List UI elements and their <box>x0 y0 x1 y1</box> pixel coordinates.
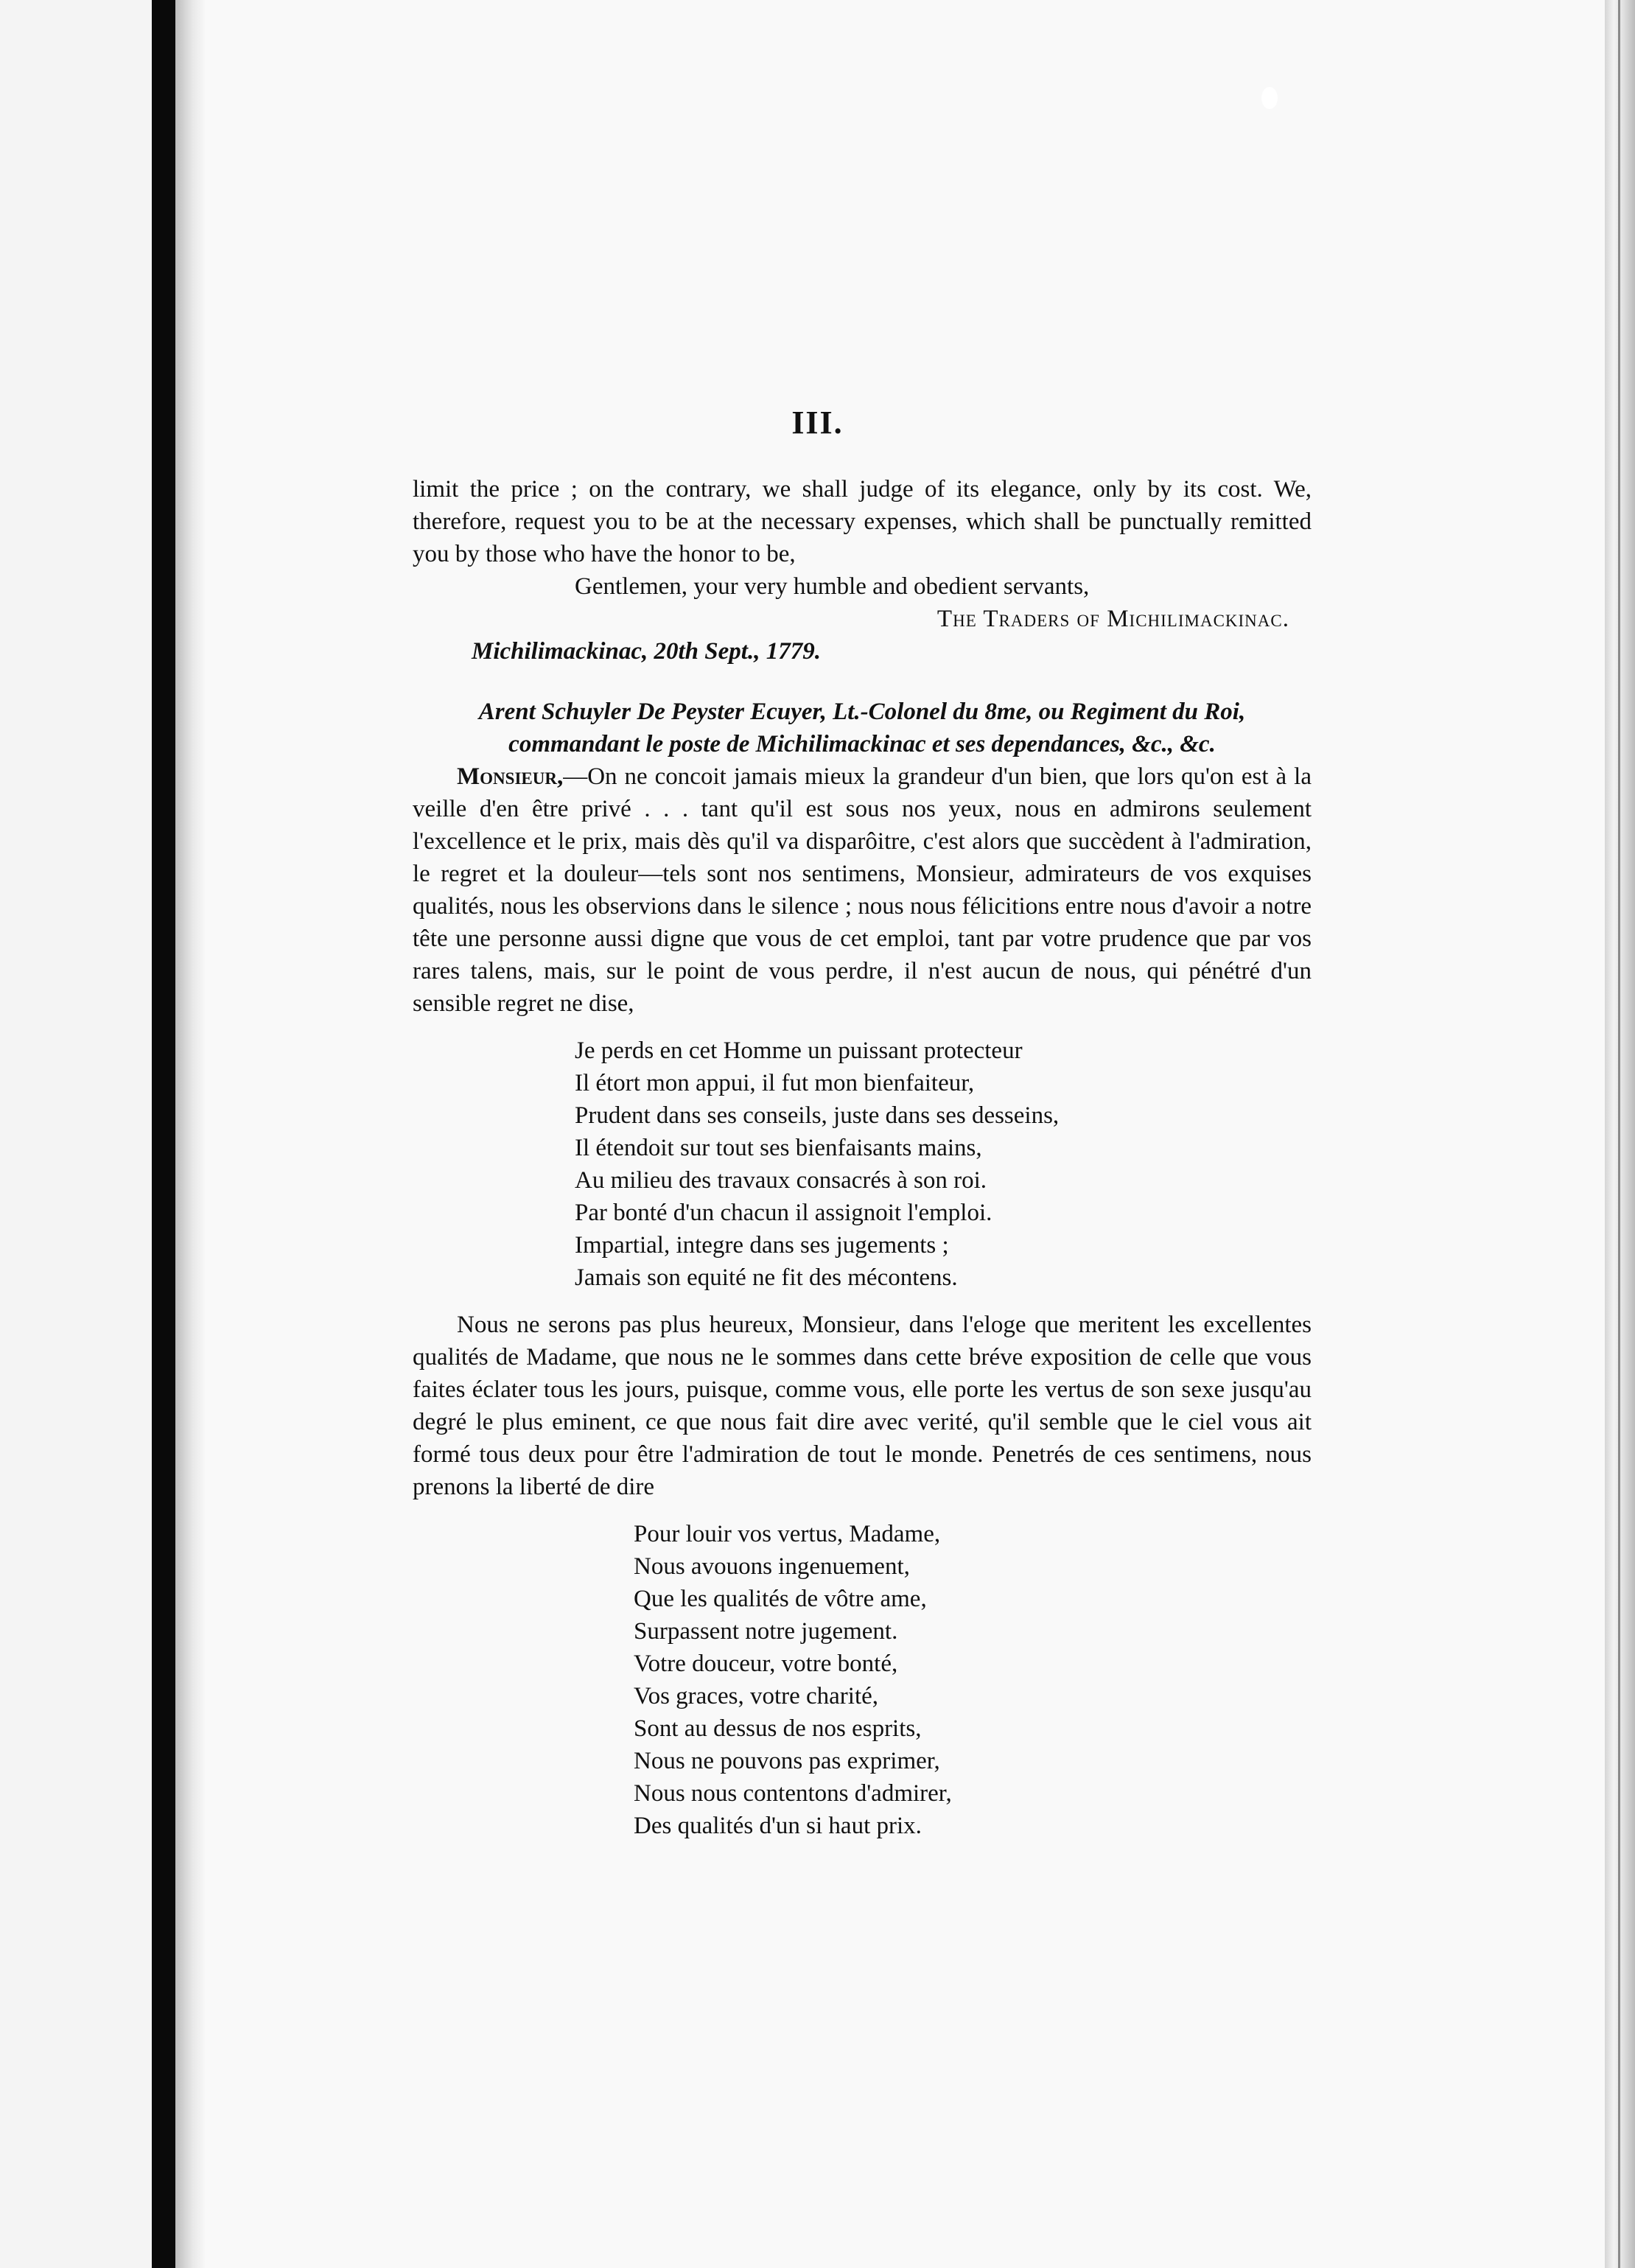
page-number: III. <box>791 405 844 441</box>
letter-signature: The Traders of Michilimackinac. <box>936 606 1289 632</box>
poem-2-line: Nous ne pouvons pas exprimer, <box>634 1748 940 1774</box>
letter-dateline: Michilimackinac, 20th Sept., 1779. <box>472 638 821 665</box>
letter-closing: Gentlemen, your very humble and obedient servants, <box>575 573 1090 600</box>
poem-1-line: Au milieu des travaux consacrés à son roi. <box>575 1167 987 1194</box>
poem-2-line: Pour louir vos vertus, Madame, <box>634 1521 941 1547</box>
address-line-1: Arent Schuyler De Peyster Ecuyer, Lt.-Colonel du 8me, ou Regiment du Roi, <box>478 699 1246 725</box>
poem-1 <box>575 1035 1312 1294</box>
poem-1-line: Par bonté d'un chacun il assignoit l'emploi. <box>575 1200 992 1226</box>
poem-1-line: Il étort mon appui, il fut mon bienfaiteur, <box>575 1070 975 1096</box>
document-body <box>413 473 1312 1842</box>
book-spine-shadow <box>152 0 175 2268</box>
address-line-2: commandant le poste de Michilimackinac et ses dependances, &c., &c. <box>508 731 1216 757</box>
letter-body: limit the price ; on the contrary, we shall judge of its elegance, only by its cost. We, therefore, request you to be at the necessary expenses, which shall be punctually remitted you by those who have the honor to be, <box>413 476 1312 567</box>
address-block <box>413 696 1312 760</box>
poem-2-line: Que les qualités de vôtre ame, <box>634 1586 927 1612</box>
paragraph-1-text: —On ne concoit jamais mieux la grandeur d'un bien, que lors qu'on est à la veille d'en être privé . . . tant qu'il est sous nos yeux, nous en admirons seulement l'excellence et le prix, mais dès qu'il va disparôitre, c'est alors que succèdent à l'admiration, le regret et la douleur—tels sont nos sentimens, Monsieur, admirateurs de vos exquises qualités, nous les observions dans le silence ; nous nous félicitions entre nous d'avoir a notre tête une personne aussi digne que vous de cet emploi, tant par votre prudence que par vos rares talens, mais, sur le point de vous perdre, il n'est aucun de nous, qui pénétré d'un sensible regret ne dise, <box>413 763 1312 1017</box>
scan-speck <box>1261 87 1278 109</box>
scan-left-margin <box>0 0 152 2268</box>
poem-2-line: Sont au dessus de nos esprits, <box>634 1715 922 1742</box>
poem-2-line: Nous avouons ingenuement, <box>634 1553 910 1580</box>
poem-2-line: Votre douceur, votre bonté, <box>634 1651 898 1677</box>
poem-1-line: Prudent dans ses conseils, juste dans ses desseins, <box>575 1102 1060 1129</box>
french-paragraph-1 <box>413 760 1312 1020</box>
poem-1-line: Je perds en cet Homme un puissant protecteur <box>575 1037 1023 1064</box>
poem-1-line: Jamais son equité ne fit des mécontens. <box>575 1264 958 1291</box>
page-edge-line <box>1618 0 1620 2268</box>
poem-2-line: Vos graces, votre charité, <box>634 1683 879 1709</box>
poem-2-line: Des qualités d'un si haut prix. <box>634 1813 922 1839</box>
poem-1-line: Impartial, integre dans ses jugements ; <box>575 1232 949 1259</box>
french-paragraph-2: Nous ne serons pas plus heureux, Monsieur, dans l'eloge que meritent les excellentes qualités de Madame, que nous ne le sommes dans cette bréve exposition de celle que vous faites éclater tous les jours, puisque, comme vous, elle porte les vertus de son sexe jusqu'au degré le plus eminent, ce que nous fait dire avec verité, qu'il semble que le ciel vous ait formé tous deux pour être l'admiration de tout le monde. Penetrés de ces sentimens, nous prenons la liberté de dire <box>413 1312 1312 1500</box>
poem-2 <box>634 1518 1312 1842</box>
page-gutter <box>175 0 205 2268</box>
poem-1-line: Il étendoit sur tout ses bienfaisants mains, <box>575 1135 982 1161</box>
poem-2-line: Nous nous contentons d'admirer, <box>634 1780 952 1807</box>
poem-2-line: Surpassent notre jugement. <box>634 1618 898 1645</box>
salutation: Monsieur, <box>457 763 564 790</box>
